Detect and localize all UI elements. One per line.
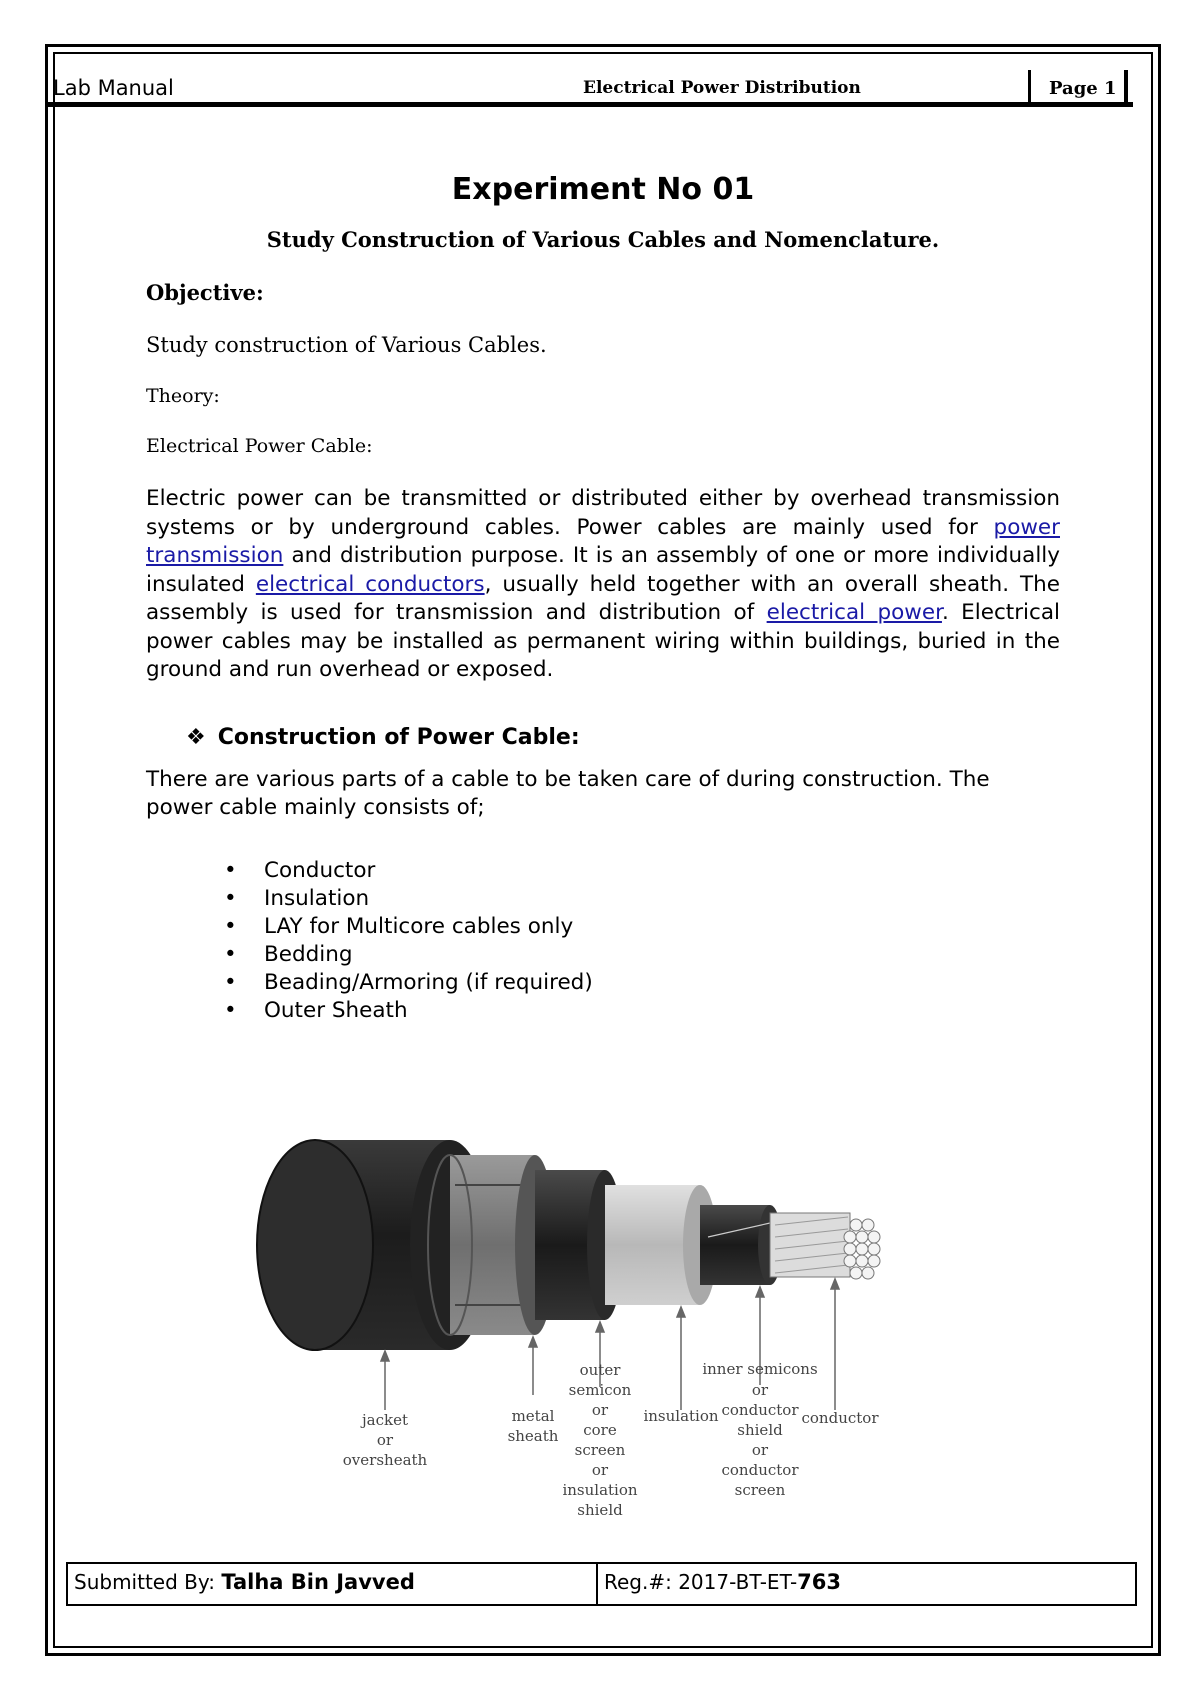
list-item-text: Beading/Armoring (if required): [264, 969, 593, 995]
submitted-by-cell: [68, 1564, 598, 1604]
header-divider: [45, 102, 1133, 107]
label-inner-semicon: inner semicons or conductor shield or conductor screen: [702, 1360, 818, 1499]
list-item-text: Insulation: [264, 885, 370, 911]
submitted-by-name: Talha Bin Javved: [221, 1570, 415, 1594]
page-header: [45, 70, 1133, 104]
main-content: [146, 160, 1060, 1025]
page-title: Experiment No 01: [451, 172, 755, 207]
link-power-transmission[interactable]: power transmission: [146, 514, 1060, 568]
objective-heading: Objective:: [146, 280, 264, 305]
construction-heading-text: Construction of Power Cable:: [217, 724, 580, 750]
header-page-number: Page 1: [1028, 70, 1128, 104]
theory-paragraph: [146, 485, 1060, 685]
bullet-icon: •: [224, 913, 237, 939]
bullet-icon: •: [224, 857, 237, 883]
objective-text: Study construction of Various Cables.: [146, 333, 547, 357]
construction-heading: [146, 725, 1060, 750]
bullet-icon: •: [224, 997, 237, 1023]
theory-text-2: and distribution purpose. It is an assembly of one or more individually insulated: [146, 543, 1060, 597]
bullet-icon: •: [224, 969, 237, 995]
submitted-by-label: Submitted By:: [74, 1570, 222, 1594]
submission-footer: [66, 1562, 1137, 1606]
label-jacket: jacket or oversheath: [342, 1411, 428, 1469]
theory-text-1: Electric power can be transmitted or distributed either by overhead transmission systems or by underground cables. Power cables are mainly used for: [146, 486, 1060, 540]
registration-number: 763: [797, 1570, 842, 1594]
list-item: [146, 969, 1060, 997]
construction-intro: There are various parts of a cable to be taken care of during construction. The power cable mainly consists of;: [146, 766, 990, 820]
theory-subheading: Electrical Power Cable:: [146, 435, 373, 457]
theory-heading: Theory:: [146, 385, 220, 407]
registration-cell: [600, 1564, 1135, 1604]
list-item: [146, 913, 1060, 941]
header-lab-manual: Lab Manual: [53, 76, 174, 100]
list-item-text: Outer Sheath: [264, 997, 408, 1023]
list-item-text: LAY for Multicore cables only: [264, 913, 574, 939]
list-item: [146, 941, 1060, 969]
page-subtitle: Study Construction of Various Cables and Nomenclature.: [266, 227, 940, 252]
label-outer-semicon: outer semicon or core screen or insulation shield: [562, 1361, 638, 1519]
list-item-text: Bedding: [264, 941, 353, 967]
cable-parts-list: [146, 857, 1060, 1025]
diamond-bullet-icon: ❖: [186, 724, 206, 750]
conductor-layer: [770, 1213, 880, 1279]
theory-text-4: . Electrical power cables may be installed as permanent wiring within buildings, buried in the ground and run overhead or exposed.: [146, 600, 1060, 682]
bullet-icon: •: [224, 885, 237, 911]
label-insulation: insulation: [643, 1407, 719, 1425]
list-item: [146, 885, 1060, 913]
label-conductor: conductor: [801, 1409, 879, 1427]
label-metal-sheath: metal sheath: [507, 1407, 559, 1445]
link-electrical-conductors[interactable]: electrical conductors: [255, 571, 485, 597]
registration-label: Reg.#: 2017-BT-ET-: [604, 1570, 798, 1594]
link-electrical-power[interactable]: electrical power: [766, 600, 942, 625]
diagram-labels: [343, 1360, 880, 1519]
cable-construction-diagram: [250, 1125, 980, 1525]
bullet-icon: •: [224, 941, 237, 967]
list-item-text: Conductor: [264, 857, 376, 883]
theory-text-3: , usually held together with an overall sheath. The assembly is used for transmission and distribution of: [146, 571, 1060, 625]
header-course-title: Electrical Power Distribution: [583, 78, 861, 98]
list-item: [146, 857, 1060, 885]
list-item: [146, 997, 1060, 1025]
